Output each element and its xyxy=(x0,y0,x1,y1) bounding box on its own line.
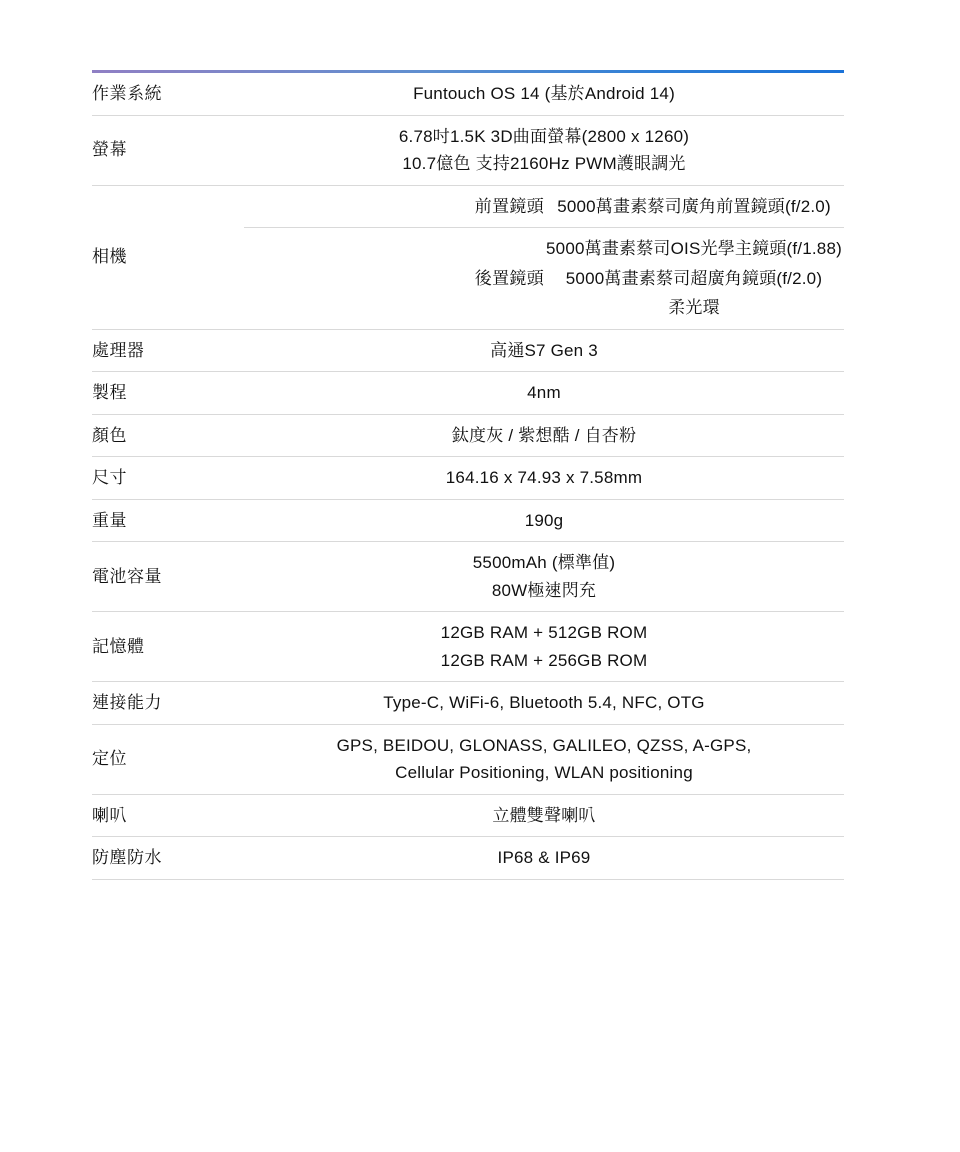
table-row-dimensions xyxy=(92,457,844,500)
table-row-connectivity xyxy=(92,682,844,725)
row-value-dimensions: 164.16 x 74.93 x 7.58mm xyxy=(244,457,844,500)
row-value-front-camera: 5000萬畫素蔡司廣角前置鏡頭(f/2.0) xyxy=(544,185,844,228)
table-row-display xyxy=(92,115,844,185)
positioning-line-1: GPS, BEIDOU, GLONASS, GALILEO, QZSS, A-GPS, xyxy=(336,735,752,755)
table-row-camera-front xyxy=(92,185,844,228)
memory-line-2: 12GB RAM + 256GB ROM xyxy=(440,650,648,670)
display-value-line-2: 10.7億色 支持2160Hz PWM護眼調光 xyxy=(402,154,686,173)
row-value-waterproof: IP68 & IP69 xyxy=(244,837,844,880)
rear-camera-line-2: 5000萬畫素蔡司超廣角鏡頭(f/2.0) xyxy=(565,268,823,288)
row-value-memory xyxy=(244,612,844,682)
row-label-colors: 顏色 xyxy=(92,414,244,457)
specifications-table xyxy=(92,73,844,880)
row-label-battery: 電池容量 xyxy=(92,542,244,612)
row-label-memory: 記憶體 xyxy=(92,612,244,682)
row-sublabel-rear-camera: 後置鏡頭 xyxy=(244,228,544,330)
row-value-display xyxy=(244,115,844,185)
row-label-display: 螢幕 xyxy=(92,115,244,185)
row-label-positioning: 定位 xyxy=(92,724,244,794)
row-value-processor: 高通S7 Gen 3 xyxy=(244,329,844,372)
table-row-colors xyxy=(92,414,844,457)
rear-camera-line-1: 5000萬畫素蔡司OIS光學主鏡頭(f/1.88) xyxy=(546,239,842,258)
table-row-process-node xyxy=(92,372,844,415)
row-label-connectivity: 連接能力 xyxy=(92,682,244,725)
spec-table-container xyxy=(92,70,844,880)
battery-line-2: 80W極速閃充 xyxy=(491,580,597,600)
row-value-colors: 鈦度灰 / 紫想酷 / 自杏粉 xyxy=(244,414,844,457)
table-row-processor xyxy=(92,329,844,372)
row-label-processor: 處理器 xyxy=(92,329,244,372)
row-label-weight: 重量 xyxy=(92,499,244,542)
display-value-line-1: 6.78吋1.5K 3D曲面螢幕(2800 x 1260) xyxy=(398,126,690,146)
positioning-line-2: Cellular Positioning, WLAN positioning xyxy=(395,763,693,782)
row-value-rear-camera xyxy=(544,228,844,330)
table-row-memory xyxy=(92,612,844,682)
row-value-os: Funtouch OS 14 (基於Android 14) xyxy=(244,73,844,115)
rear-camera-line-3: 柔光環 xyxy=(668,298,720,317)
table-row-battery xyxy=(92,542,844,612)
table-row-os xyxy=(92,73,844,115)
table-row-waterproof xyxy=(92,837,844,880)
row-sublabel-front-camera: 前置鏡頭 xyxy=(244,185,544,228)
row-label-os: 作業系統 xyxy=(92,73,244,115)
row-value-battery xyxy=(244,542,844,612)
row-value-positioning xyxy=(244,724,844,794)
row-value-weight: 190g xyxy=(244,499,844,542)
row-value-process-node: 4nm xyxy=(244,372,844,415)
row-label-dimensions: 尺寸 xyxy=(92,457,244,500)
row-value-speaker: 立體雙聲喇叭 xyxy=(244,794,844,837)
row-label-camera: 相機 xyxy=(92,185,244,329)
row-label-waterproof: 防塵防水 xyxy=(92,837,244,880)
table-row-weight xyxy=(92,499,844,542)
row-label-speaker: 喇叭 xyxy=(92,794,244,837)
row-label-process-node: 製程 xyxy=(92,372,244,415)
row-value-connectivity: Type-C, WiFi-6, Bluetooth 5.4, NFC, OTG xyxy=(244,682,844,725)
battery-line-1: 5500mAh (標準值) xyxy=(472,553,616,572)
table-row-positioning xyxy=(92,724,844,794)
table-row-speaker xyxy=(92,794,844,837)
memory-line-1: 12GB RAM + 512GB ROM xyxy=(440,623,648,642)
